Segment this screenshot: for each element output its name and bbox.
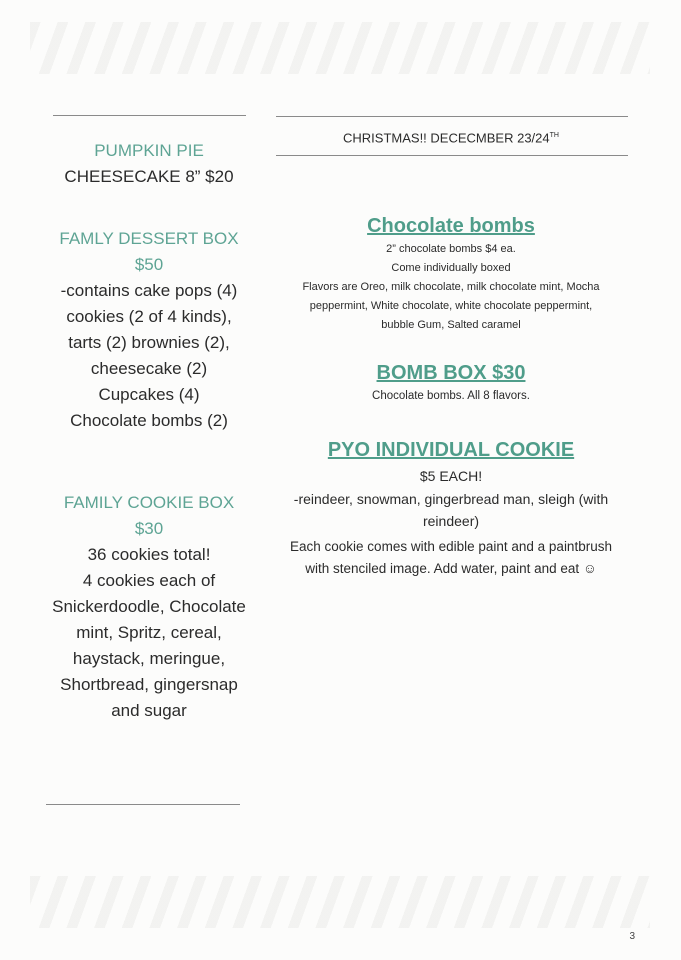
bomb-box-line: Chocolate bombs. All 8 flavors. <box>372 390 530 403</box>
right-column <box>270 126 632 580</box>
pyo-cookie-item <box>270 436 632 580</box>
decorative-pattern-bottom <box>30 876 650 928</box>
divider-left-top <box>53 115 246 116</box>
decorative-pattern-top <box>30 22 650 74</box>
pumpkin-price: CHEESECAKE 8” $20 <box>64 167 234 186</box>
bombs-title: Chocolate bombs <box>367 215 535 238</box>
pumpkin-title: PUMPKIN PIE <box>94 141 204 160</box>
chocolate-bombs-item <box>270 212 632 335</box>
cookie-box-line: haystack, meringue, <box>72 649 226 668</box>
dessert-box-title: FAMLY DESSERT BOX <box>59 229 239 248</box>
pumpkin-cheesecake-item <box>40 138 258 190</box>
bombs-flavors: Flavors are Oreo, milk chocolate, milk chocolate mint, Mocha <box>302 281 600 294</box>
bombs-line: 2” chocolate bombs $4 ea. <box>386 243 516 256</box>
bombs-flavors: bubble Gum, Salted caramel <box>381 319 521 332</box>
page-number: 3 <box>629 931 635 942</box>
dessert-box-line: cookies (2 of 4 kinds), <box>66 307 232 326</box>
christmas-header <box>270 126 632 148</box>
cookie-box-line: Snickerdoodle, Chocolate <box>52 597 246 616</box>
cookie-box-line: mint, Spritz, cereal, <box>76 623 222 642</box>
dessert-box-price: $50 <box>134 255 164 274</box>
bombs-line: Come individually boxed <box>391 262 511 275</box>
divider-right-top <box>276 116 628 117</box>
pyo-line: reindeer) <box>422 513 480 530</box>
family-dessert-box-item <box>40 226 258 434</box>
cookie-box-line: 4 cookies each of <box>82 571 216 590</box>
dessert-box-line: -contains cake pops (4) <box>60 281 238 300</box>
pyo-title: PYO INDIVIDUAL COOKIE <box>327 439 575 462</box>
bomb-box-title: BOMB BOX $30 <box>376 362 526 385</box>
cookie-box-price: $30 <box>134 519 164 538</box>
cookie-box-title: FAMILY COOKIE BOX <box>63 493 235 512</box>
left-column <box>40 138 258 724</box>
cookie-box-line: and sugar <box>111 701 187 720</box>
christmas-header-suffix: TH <box>549 132 559 139</box>
pyo-price: $5 EACH! <box>419 468 483 485</box>
cookie-box-line: 36 cookies total! <box>87 545 211 564</box>
bombs-flavors: peppermint, White chocolate, white chocolate peppermint, <box>309 300 593 313</box>
dessert-box-line: Chocolate bombs (2) <box>70 411 228 430</box>
dessert-box-line: Cupcakes (4) <box>98 385 200 404</box>
dessert-box-line: tarts (2) brownies (2), <box>68 333 230 352</box>
pyo-desc: with stenciled image. Add water, paint and eat ☺ <box>305 561 597 577</box>
cookie-box-line: Shortbread, gingersnap <box>60 675 238 694</box>
family-cookie-box-item <box>40 490 258 724</box>
pyo-desc: Each cookie comes with edible paint and a paintbrush <box>290 539 612 555</box>
dessert-box-line: cheesecake (2) <box>90 359 208 378</box>
christmas-header-text: CHRISTMAS!! DECECMBER 23/24 <box>343 130 550 146</box>
bomb-box-item <box>270 359 632 406</box>
divider-left-bottom <box>46 804 240 805</box>
pyo-line: -reindeer, snowman, gingerbread man, sleigh (with <box>293 491 609 508</box>
